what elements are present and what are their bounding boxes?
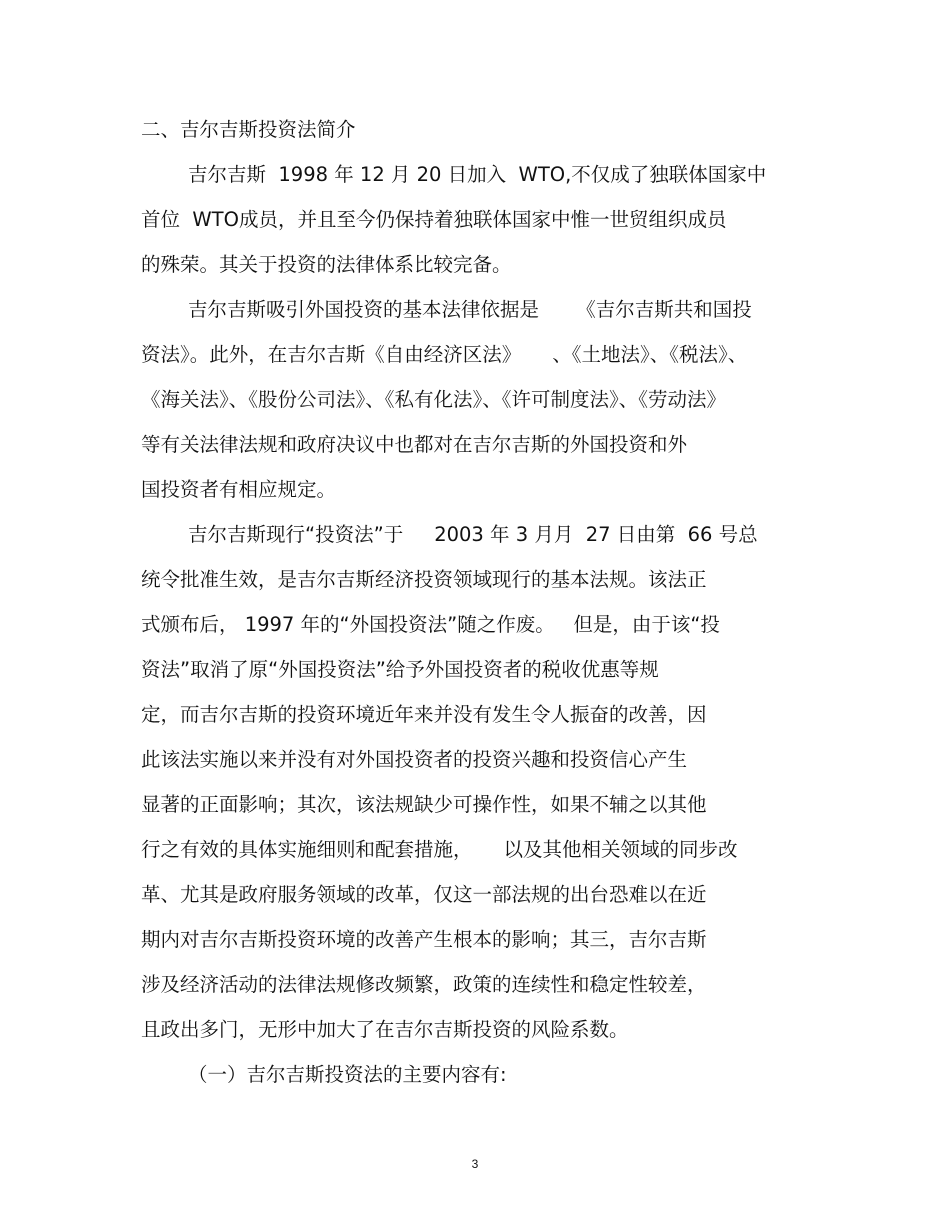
paragraph-3-line-12: 且政出多门，无形中加大了在吉尔吉斯投资的风险系数。 [141,1018,629,1041]
paragraph-3-line-2: 统令批准生效，是吉尔吉斯经济投资领域现行的基本法规。该法正 [141,568,707,591]
paragraph-3-line-11: 涉及经济活动的法律法规修改频繁，政策的连续性和稳定性较差， [141,973,707,996]
paragraph-2-line-4: 等有关法律法规和政府决议中也都对在吉尔吉斯的外国投资和外 [141,433,688,456]
paragraph-1-line-1: 吉尔吉斯 1998 年 12 月 20 日加入 WTO,不仅成了独联体国家中 [188,163,767,186]
paragraph-3-line-6: 此该法实施以来并没有对外国投资者的投资兴趣和投资信心产生 [141,748,688,771]
paragraph-2-line-5: 国投资者有相应规定。 [141,478,337,501]
paragraph-2-line-3: 《海关法》、《股份公司法》、《私有化法》、《许可制度法》、《劳动法》 [141,388,727,411]
subsection-heading: （一）吉尔吉斯投资法的主要内容有: [188,1063,507,1086]
paragraph-3-line-1: 吉尔吉斯现行“投资法”于 2003 年 3 月月 27 日由第 66 号总 [188,523,758,546]
paragraph-2-line-2: 资法》。此外，在吉尔吉斯《自由经济区法》 、《土地法》、《税法》、 [141,343,748,366]
section-heading: 二、吉尔吉斯投资法简介 [141,118,356,141]
paragraph-1-line-2: 首位 WTO成员，并且至今仍保持着独联体国家中惟一世贸组织成员 [141,208,727,231]
paragraph-3-line-4: 资法”取消了原“外国投资法”给予外国投资者的税收优惠等规 [141,658,659,681]
paragraph-3-line-10: 期内对吉尔吉斯投资环境的改善产生根本的影响；其三，吉尔吉斯 [141,928,707,951]
paragraph-2-line-1: 吉尔吉斯吸引外国投资的基本法律依据是 《吉尔吉斯共和国投 [188,298,752,321]
paragraph-3-line-8: 行之有效的具体实施细则和配套措施， 以及其他相关领域的同步改 [141,838,738,861]
paragraph-3-line-7: 显著的正面影响；其次，该法规缺少可操作性，如果不辅之以其他 [141,793,707,816]
paragraph-1-line-3: 的殊荣。其关于投资的法律体系比较完备。 [141,253,512,276]
paragraph-3-line-3: 式颁布后， 1997 年的“外国投资法”随之作废。 但是，由于该“投 [141,613,720,636]
paragraph-3-line-5: 定，而吉尔吉斯的投资环境近年来并没有发生令人振奋的改善，因 [141,703,707,726]
page-number: 3 [471,1157,479,1171]
paragraph-3-line-9: 革、尤其是政府服务领域的改革，仅这一部法规的出台恐难以在近 [141,883,707,906]
